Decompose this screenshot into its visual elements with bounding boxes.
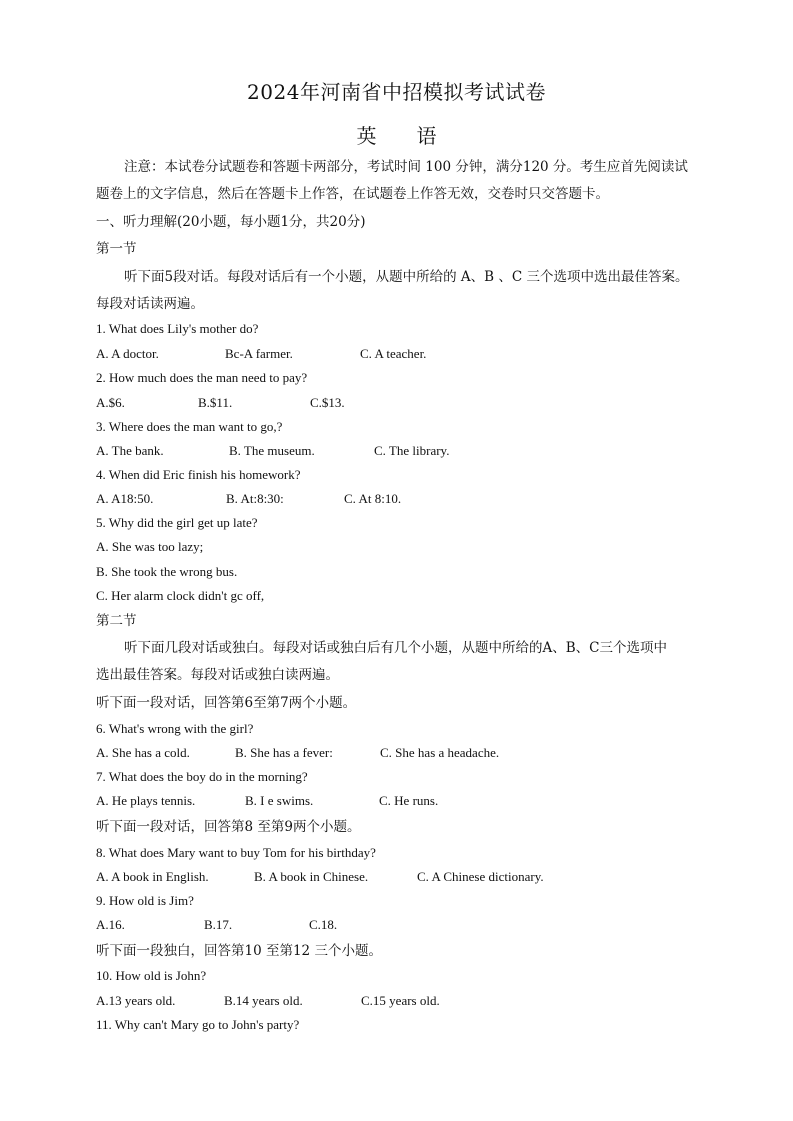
q10-option-c: C.15 years old.: [361, 993, 440, 1008]
q9-option-b: B.17.: [204, 917, 233, 932]
question-11: 11. Why can't Mary go to John's party?: [96, 1017, 300, 1032]
q6-option-a: A. She has a cold.: [96, 745, 190, 760]
q6-option-c: C. She has a headache.: [380, 745, 500, 760]
q9-option-c: C.18.: [309, 917, 338, 932]
q8-option-c: C. A Chinese dictionary.: [417, 869, 544, 884]
section1-title: 第一节: [96, 241, 137, 257]
question-5: 5. Why did the girl get up late?: [96, 515, 258, 530]
q1-option-b: Bc-A farmer.: [225, 346, 293, 361]
question-2: 2. How much does the man need to pay?: [96, 370, 308, 385]
q5-option-b: B. She took the wrong bus.: [96, 564, 238, 579]
q2-option-a: A.$6.: [96, 395, 125, 410]
question-7: 7. What does the boy do in the morning?: [96, 769, 308, 784]
part1-heading: 一、听力理解(20小题，每小题1分，共20分): [96, 214, 366, 230]
monologue-intro-10-12: 听下面一段独白，回答第10 至第12 三个小题。: [96, 943, 382, 959]
q7-option-a: A. He plays tennis.: [96, 793, 196, 808]
section1-instruction-1: 听下面5段对话。每段对话后有一个小题，从题中所给的 A、B 、C 三个选项中选出最佳答案。: [124, 269, 689, 285]
q10-option-a: A.13 years old.: [96, 993, 176, 1008]
q8-option-b: B. A book in Chinese.: [254, 869, 369, 884]
q4-option-c: C. At 8:10.: [344, 491, 402, 506]
q5-option-c: C. Her alarm clock didn't gc off,: [96, 588, 265, 603]
q3-option-c: C. The library.: [374, 443, 450, 458]
q1-option-a: A. A doctor.: [96, 346, 159, 361]
q4-option-b: B. At:8:30:: [226, 491, 284, 506]
dialogue-intro-6-7: 听下面一段对话，回答第6至第7两个小题。: [96, 695, 357, 711]
q5-option-a: A. She was too lazy;: [96, 539, 204, 554]
q9-option-a: A.16.: [96, 917, 125, 932]
q10-option-b: B.14 years old.: [224, 993, 303, 1008]
question-6: 6. What's wrong with the girl?: [96, 721, 254, 736]
notice-line-2: 题卷上的文字信息，然后在答题卡上作答，在试题卷上作答无效，交卷时只交答题卡。: [96, 186, 609, 202]
dialogue-intro-8-9: 听下面一段对话，回答第8 至第9两个小题。: [96, 819, 361, 835]
question-3: 3. Where does the man want to go,?: [96, 419, 283, 434]
question-1: 1. What does Lily's mother do?: [96, 321, 259, 336]
q3-option-a: A. The bank.: [96, 443, 164, 458]
q1-option-c: C. A teacher.: [360, 346, 427, 361]
q4-option-a: A. A18:50.: [96, 491, 154, 506]
question-8: 8. What does Mary want to buy Tom for his birthday?: [96, 845, 376, 860]
q7-option-b: B. I e swims.: [245, 793, 314, 808]
section2-title: 第二节: [96, 613, 137, 629]
q2-option-c: C.$13.: [310, 395, 345, 410]
notice-line-1: 注意：本试卷分试题卷和答题卡两部分，考试时间 100 分钟，满分120 分。考生应首先阅读试: [124, 159, 688, 175]
subject-title: 英语: [356, 124, 477, 148]
section2-instruction-1: 听下面几段对话或独白。每段对话或独白后有几个小题，从题中所给的A、B、C三个选项中: [124, 640, 667, 656]
section2-instruction-2: 选出最佳答案。每段对话或独白读两遍。: [96, 667, 339, 683]
q8-option-a: A. A book in English.: [96, 869, 209, 884]
question-10: 10. How old is John?: [96, 968, 207, 983]
question-4: 4. When did Eric finish his homework?: [96, 467, 301, 482]
question-9: 9. How old is Jim?: [96, 893, 194, 908]
q6-option-b: B. She has a fever:: [235, 745, 333, 760]
q3-option-b: B. The museum.: [229, 443, 315, 458]
section1-instruction-2: 每段对话读两遍。: [96, 296, 204, 312]
q7-option-c: C. He runs.: [379, 793, 439, 808]
q2-option-b: B.$11.: [198, 395, 233, 410]
exam-title: 2024年河南省中招模拟考试试卷: [247, 80, 546, 104]
